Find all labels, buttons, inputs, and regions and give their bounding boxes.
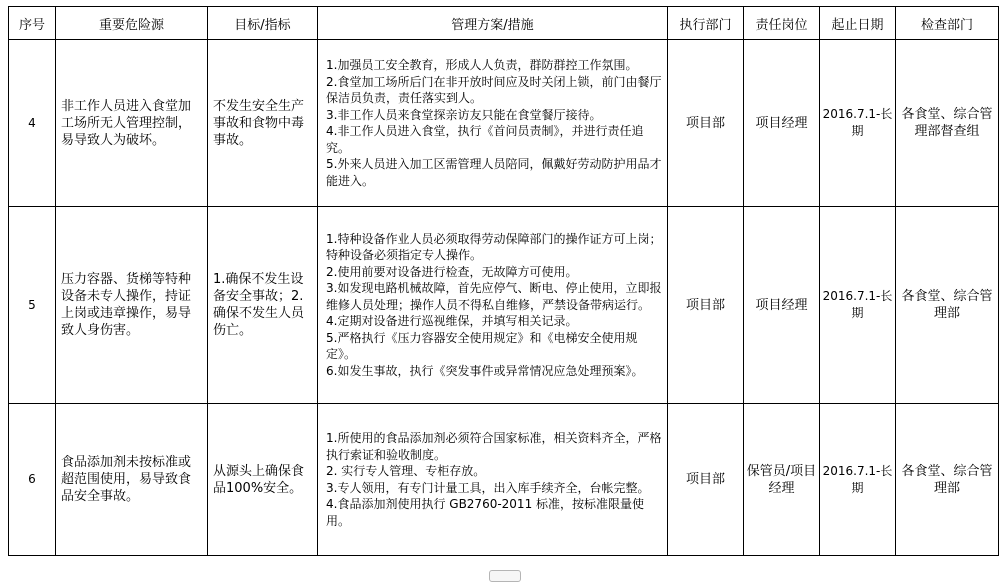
- measure-item: 4.定期对设备进行巡视维保，并填写相关记录。: [326, 314, 578, 329]
- scroll-handle[interactable]: [489, 570, 521, 582]
- post-cell: 项目经理: [744, 40, 820, 207]
- target-cell: 1.确保不发生设备安全事故；2.确保不发生人员伤亡。: [208, 207, 318, 404]
- hazard-management-table: [8, 6, 999, 556]
- measure-item: 4.非工作人员进入食堂，执行《首问员责制》，并进行责任追究。: [326, 124, 644, 155]
- row-number: 5: [9, 207, 56, 404]
- measure-item: 2. 实行专人管理、专柜存放。: [326, 464, 486, 478]
- hazard-cell: 食品添加剂未按标准或超范围使用，易导致食品安全事故。: [56, 404, 208, 556]
- measure-item: 1.特种设备作业人员必须取得劳动保障部门的操作证方可上岗；特种设备必须指定专人操作。: [326, 231, 662, 263]
- measure-item: 2.使用前要对设备进行检查，无故障方可使用。: [326, 264, 578, 279]
- hazard-cell: 非工作人员进入食堂加工场所无人管理控制，易导致人为破坏。: [56, 40, 208, 207]
- row-number: 6: [9, 404, 56, 556]
- target-cell: 不发生安全生产事故和食物中毒事故。: [208, 40, 318, 207]
- measure-item: 1.加强员工安全教育，形成人人负责，群防群控工作氛围。: [326, 58, 638, 72]
- header-cell: 责任岗位: [744, 7, 820, 40]
- target-cell: 从源头上确保食品100%安全。: [208, 404, 318, 556]
- measures-cell: [318, 40, 668, 207]
- measure-item: 2.食堂加工场所后门在非开放时间应及时关闭上锁，前门由餐厅保洁员负责，责任落实到人。: [326, 74, 662, 105]
- header-cell: 执行部门: [668, 7, 744, 40]
- measure-item: 3.如发现电路机械故障，首先应停气、断电、停止使用，立即报维修人员处理；操作人员不得私自维修，严禁设备带病运行。: [326, 281, 662, 312]
- table-row: [9, 404, 999, 556]
- measure-item: 5.外来人员进入加工区需管理人员陪同，佩戴好劳动防护用品才能进入。: [326, 157, 662, 188]
- header-cell: 序号: [9, 7, 56, 40]
- post-cell: 项目经理: [744, 207, 820, 404]
- check-cell: 各食堂、综合管理部督查组: [896, 40, 999, 207]
- date-cell: 2016.7.1-长期: [820, 40, 896, 207]
- measure-item: 4.食品添加剂使用执行 GB2760-2011 标准，按标准限量使用。: [326, 497, 645, 528]
- measure-item: 3.非工作人员来食堂探亲访友只能在食堂餐厅接待。: [326, 107, 602, 122]
- measures-cell: [318, 207, 668, 404]
- hazard-cell: 压力容器、货梯等特种设备未专人操作，持证上岗或违章操作，易导致人身伤害。: [56, 207, 208, 404]
- header-cell: 管理方案/措施: [318, 7, 668, 40]
- row-number: 4: [9, 40, 56, 207]
- table-row: [9, 40, 999, 207]
- check-cell: 各食堂、综合管理部: [896, 404, 999, 556]
- dept-cell: 项目部: [668, 40, 744, 207]
- date-cell: 2016.7.1-长期: [820, 207, 896, 404]
- header-row: [9, 7, 999, 40]
- check-cell: 各食堂、综合管理部: [896, 207, 999, 404]
- header-cell: 检查部门: [896, 7, 999, 40]
- header-cell: 起止日期: [820, 7, 896, 40]
- table-row: [9, 207, 999, 404]
- header-cell: 目标/指标: [208, 7, 318, 40]
- measures-cell: [318, 404, 668, 556]
- post-cell: 保管员/项目经理: [744, 404, 820, 556]
- measure-item: 6.如发生事故，执行《突发事件或异常情况应急处理预案》。: [326, 363, 644, 378]
- header-cell: 重要危险源: [56, 7, 208, 40]
- measure-item: 5.严格执行《压力容器安全使用规定》和《电梯安全使用规定》。: [326, 330, 638, 362]
- dept-cell: 项目部: [668, 207, 744, 404]
- measure-item: 3.专人领用，有专门计量工具，出入库手续齐全，台帐完整。: [326, 480, 650, 495]
- date-cell: 2016.7.1-长期: [820, 404, 896, 556]
- measure-item: 1.所使用的食品添加剂必须符合国家标准，相关资料齐全，严格执行索证和验收制度。: [326, 431, 662, 462]
- dept-cell: 项目部: [668, 404, 744, 556]
